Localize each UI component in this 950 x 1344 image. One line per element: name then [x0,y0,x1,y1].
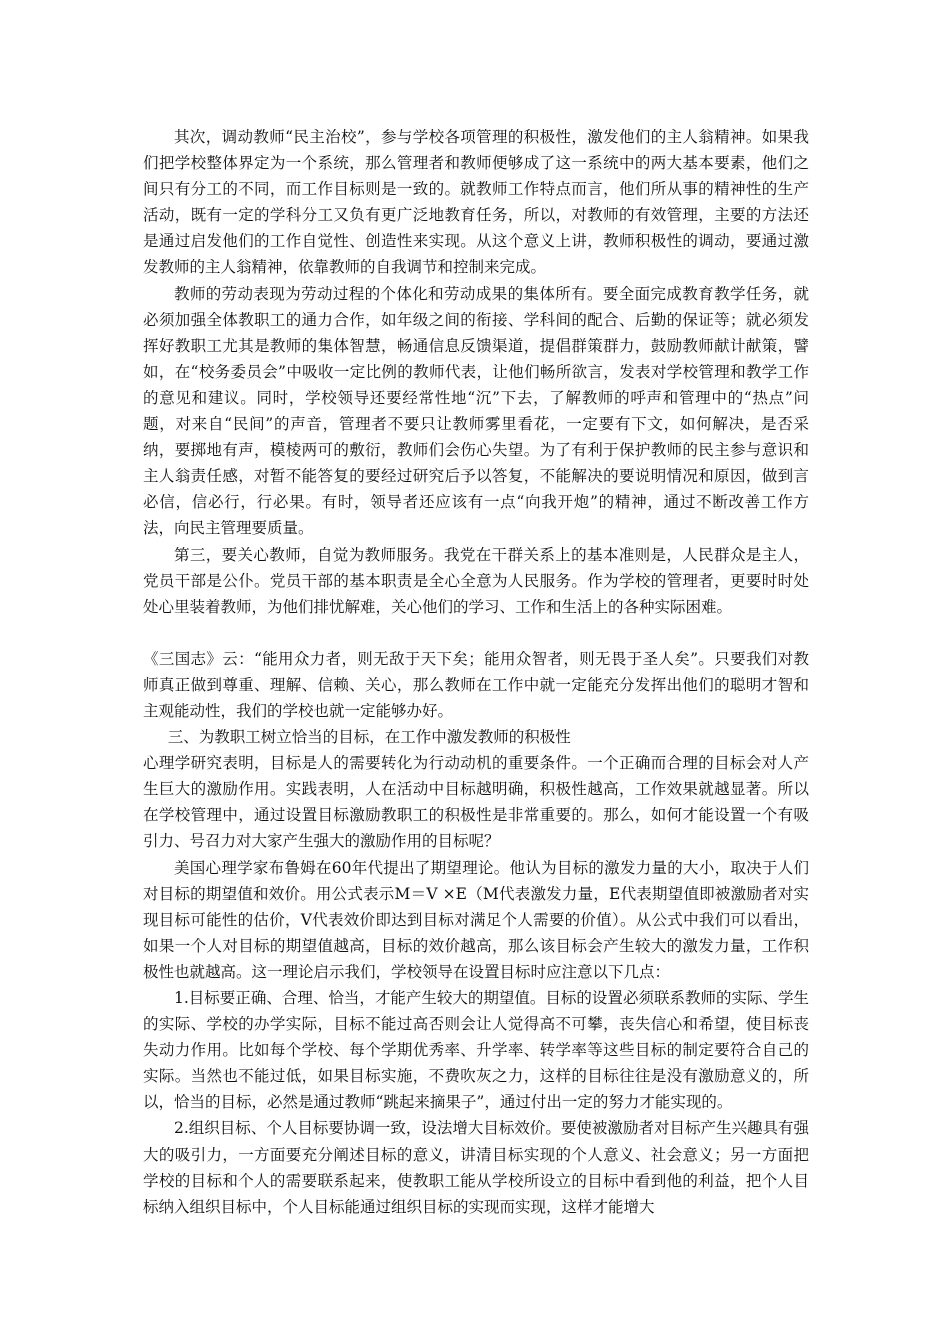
paragraph-teacher-labor: 教师的劳动表现为劳动过程的个体化和劳动成果的集体所有。要全面完成教育教学任务，就必须加强全体教职工的通力合作，如年级之间的衔接、学科间的配合、后勤的保证等；就必须发挥好教职工尤其是教师的集体智慧，畅通信息反馈渠道，提倡群策群力，鼓励教师献计献策，譬如，在“校务委员会”中吸收一定比例的教师代表，让他们畅所欲言，发表对学校管理和教学工作的意见和建议。同时，学校领导还要经常性地“沉”下去，了解教师的呼声和管理中的“热点”问题，对来自“民间”的声音，管理者不要只让教师雾里看花，一定要有下文，如何解决，是否采纳，要掷地有声，模棱两可的敷衍，教师们会伤心失望。为了有利于保护教师的民主参与意识和主人翁责任感，对暂不能答复的要经过研究后予以答复，不能解决的要说明情况和原因，做到言必信，信必行，行必果。有时，领导者还应该有一点“向我开炮”的精神，通过不断改善工作方法，向民主管理要质量。 [143,284,809,538]
list-item-point-1: 1.目标要正确、合理、恰当，才能产生较大的期望值。目标的设置必须联系教师的实际、学生的实际、学校的办学实际，目标不能过高否则会让人觉得高不可攀，丧失信心和希望，使目标丧失动力作用。比如每个学校、每个学期优秀率、升学率、转学率等这些目标的制定要符合自己的实际。当然也不能过低，如果目标实施，不费吹灰之力，这样的目标往往是没有激励意义的，所以，恰当的目标，必然是通过教师“跳起来摘果子”，通过付出一定的努力才能实现的。 [143,989,809,1112]
paragraph-psychology-research: 心理学研究表明，目标是人的需要转化为行动动机的重要条件。一个正确而合理的目标会对人产生巨大的激励作用。实践表明，人在活动中目标越明确，积极性越高，工作效果就越显著。所以在学校管理中，通过设置目标激励教职工的积极性是非常重要的。那么，如何才能设置一个有吸引力、号召力对大家产生强大的激励作用的目标呢？ [143,754,809,851]
document-body [143,124,809,1220]
list-item-point-2: 2.组织目标、个人目标要协调一致，设法增大目标效价。要使被激励者对目标产生兴趣具有强大的吸引力，一方面要充分阐述目标的意义，讲清目标实现的个人意义、社会意义；另一方面把学校的目标和个人的需要联系起来，使教职工能从学校所设立的目标中看到他的利益，把个人目标纳入组织目标中，个人目标能通过组织目标的实现而实现，这样才能增大 [143,1119,809,1216]
paragraph-expectancy-theory: 美国心理学家布鲁姆在60年代提出了期望理论。他认为目标的激发力量的大小，取决于人们对目标的期望值和效价。用公式表示M＝V ×E（M代表激发力量，E代表期望值即被激励者对实现目标可能性的估价，V代表效价即达到目标对满足个人需要的价值）。从公式中我们可以看出，如果一个人对目标的期望值越高，目标的效价越高，那么该目标会产生较大的激发力量，工作积极性也就越高。这一理论启示我们，学校领导在设置目标时应注意以下几点： [143,858,809,981]
section-heading-three: 三、为教职工树立恰当的目标，在工作中激发教师的积极性 [167,728,571,747]
paragraph-democratic-management: 其次，调动教师“民主治校”，参与学校各项管理的积极性，激发他们的主人翁精神。如果我们把学校整体界定为一个系统，那么管理者和教师便够成了这一系统中的两大基本要素，他们之间只有分工的不同，而工作目标则是一致的。就教师工作特点而言，他们所从事的精神性的生产活动，既有一定的学科分工又负有更广泛地教育任务，所以，对教师的有效管理，主要的方法还是通过启发他们的工作自觉性、创造性来实现。从这个意义上讲，教师积极性的调动，要通过激发教师的主人翁精神，依靠教师的自我调节和控制来完成。 [143,128,809,277]
paragraph-care-for-teachers: 第三，要关心教师，自觉为教师服务。我党在干群关系上的基本准则是，人民群众是主人，党员干部是公仆。党员干部的基本职责是全心全意为人民服务。作为学校的管理者，更要时时处处心里装着教师，为他们排忧解难，关心他们的学习、工作和生活上的各种实际困难。 [143,545,809,616]
paragraph-sanguozhi-quote: 《三国志》云：“能用众力者，则无敌于天下矣；能用众智者，则无畏于圣人矣”。只要我们对教师真正做到尊重、理解、信赖、关心，那么教师在工作中就一定能充分发挥出他们的聪明才智和主观能动性，我们的学校也就一定能够办好。 [143,649,809,720]
